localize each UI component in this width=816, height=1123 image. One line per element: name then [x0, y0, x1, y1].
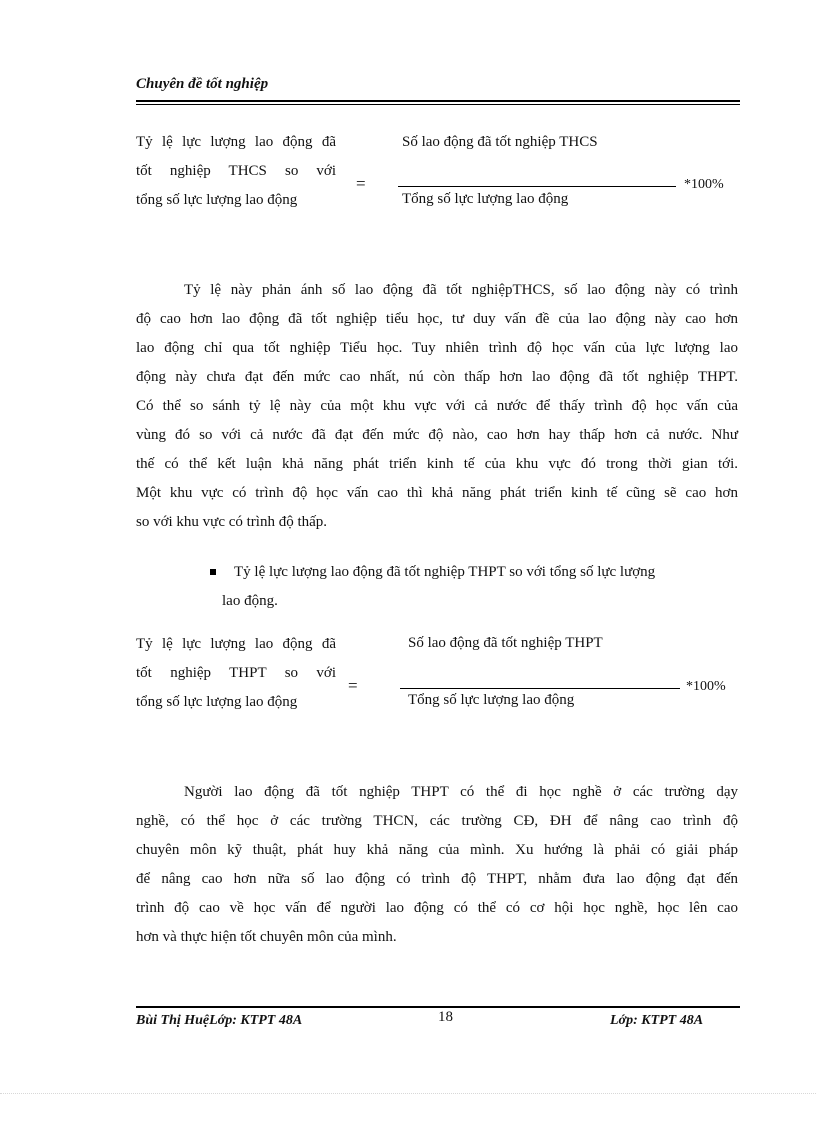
formula2-lhs-line: Tỷ lệ lực lượng lao động đã	[136, 636, 336, 652]
formula1-lhs-line: tốt nghiệp THCS so với	[136, 163, 336, 179]
formula2-lhs-line: tốt nghiệp THPT so với	[136, 665, 336, 681]
bullet-square-icon	[210, 569, 216, 575]
paragraph-line: độ cao hơn lao động đã tốt nghiệp tiểu học, tư duy vấn đề của lao động này cao hơn	[136, 311, 738, 327]
formula1-fraction-bar	[398, 186, 676, 187]
formula1-lhs-line: tổng số lực lượng lao động	[136, 192, 298, 208]
paragraph-line: vùng đó so với cả nước đã đạt đến mức độ nào, cao hơn hay thấp hơn cả nước. Như	[136, 427, 738, 443]
paragraph-line: Tỷ lệ này phản ánh số lao động đã tốt nghiệpTHCS, số lao động này có trình	[184, 282, 738, 298]
paragraph-line: động này chưa đạt đến mức cao nhất, nú còn thấp hơn lao động đã tốt nghiệp THPT.	[136, 369, 738, 385]
formula1-lhs-line: Tỷ lệ lực lượng lao động đã	[136, 134, 336, 150]
paragraph-line: chuyên môn kỹ thuật, phát huy khả năng của mình. Xu hướng là phải có giải pháp	[136, 842, 738, 858]
formula1-numerator: Số lao động đã tốt nghiệp THCS	[402, 134, 598, 150]
paragraph-1	[136, 276, 738, 537]
header-rule-thick	[136, 100, 740, 102]
formula1-denominator: Tổng số lực lượng lao động	[402, 191, 569, 207]
formula1-lhs	[136, 128, 336, 215]
formula2-equals: =	[348, 676, 358, 695]
footer-rule	[136, 1006, 740, 1008]
paragraph-line: nghề, có thể học ở các trường THCN, các trường CĐ, ĐH để nâng cao trình độ	[136, 813, 738, 829]
bullet-line: lao động.	[222, 593, 278, 609]
bullet-item	[222, 558, 738, 616]
footer-class: Lớp: KTPT 48A	[610, 1013, 704, 1028]
paragraph-line: thế có thể kết luận khả năng phát triển kinh tế của khu vực đó trong thời gian tới.	[136, 456, 738, 472]
paragraph-line: Một khu vực có trình độ học vấn cao thì khả năng phát triển kinh tế cũng sẽ cao hơn	[136, 485, 738, 501]
formula1-equals: =	[356, 174, 366, 193]
paragraph-line: trình độ cao về học vấn để người lao động có thể có cơ hội học nghề, học lên cao	[136, 900, 738, 916]
paragraph-line: để nâng cao hơn nữa số lao động có trình độ THPT, nhằm đưa lao động đạt đến	[136, 871, 738, 887]
paragraph-line: Người lao động đã tốt nghiệp THPT có thể đi học nghề ở các trường dạy	[184, 784, 738, 800]
header-rule-thin	[136, 104, 740, 105]
page-header-title: Chuyên đề tốt nghiệp	[136, 76, 269, 92]
paragraph-line: so với khu vực có trình độ thấp.	[136, 514, 328, 530]
page-number: 18	[438, 1009, 453, 1025]
formula2-denominator: Tổng số lực lượng lao động	[408, 692, 575, 708]
paragraph-line: hơn và thực hiện tốt chuyên môn của mình.	[136, 929, 397, 945]
footer-author-class: Bùi Thị HuệLớp: KTPT 48A	[136, 1013, 303, 1028]
formula1-multiplier: *100%	[684, 177, 724, 192]
paragraph-line: Có thể so sánh tỷ lệ này của một khu vực với cả nước để thấy trình độ học vấn của	[136, 398, 738, 414]
page-bottom-dotted-border	[0, 1093, 816, 1094]
formula2-lhs-line: tổng số lực lượng lao động	[136, 694, 298, 710]
paragraph-line: lao động chỉ qua tốt nghiệp Tiểu học. Tuy nhiên trình độ học vấn của lực lượng lao	[136, 340, 738, 356]
formula2-numerator: Số lao động đã tốt nghiệp THPT	[408, 635, 603, 651]
formula2-fraction-bar	[400, 688, 680, 689]
formula2-multiplier: *100%	[686, 679, 726, 694]
formula2-lhs	[136, 630, 336, 717]
paragraph-2	[136, 778, 738, 952]
bullet-line: Tỷ lệ lực lượng lao động đã tốt nghiệp THPT so với tổng số lực lượng	[234, 564, 656, 580]
